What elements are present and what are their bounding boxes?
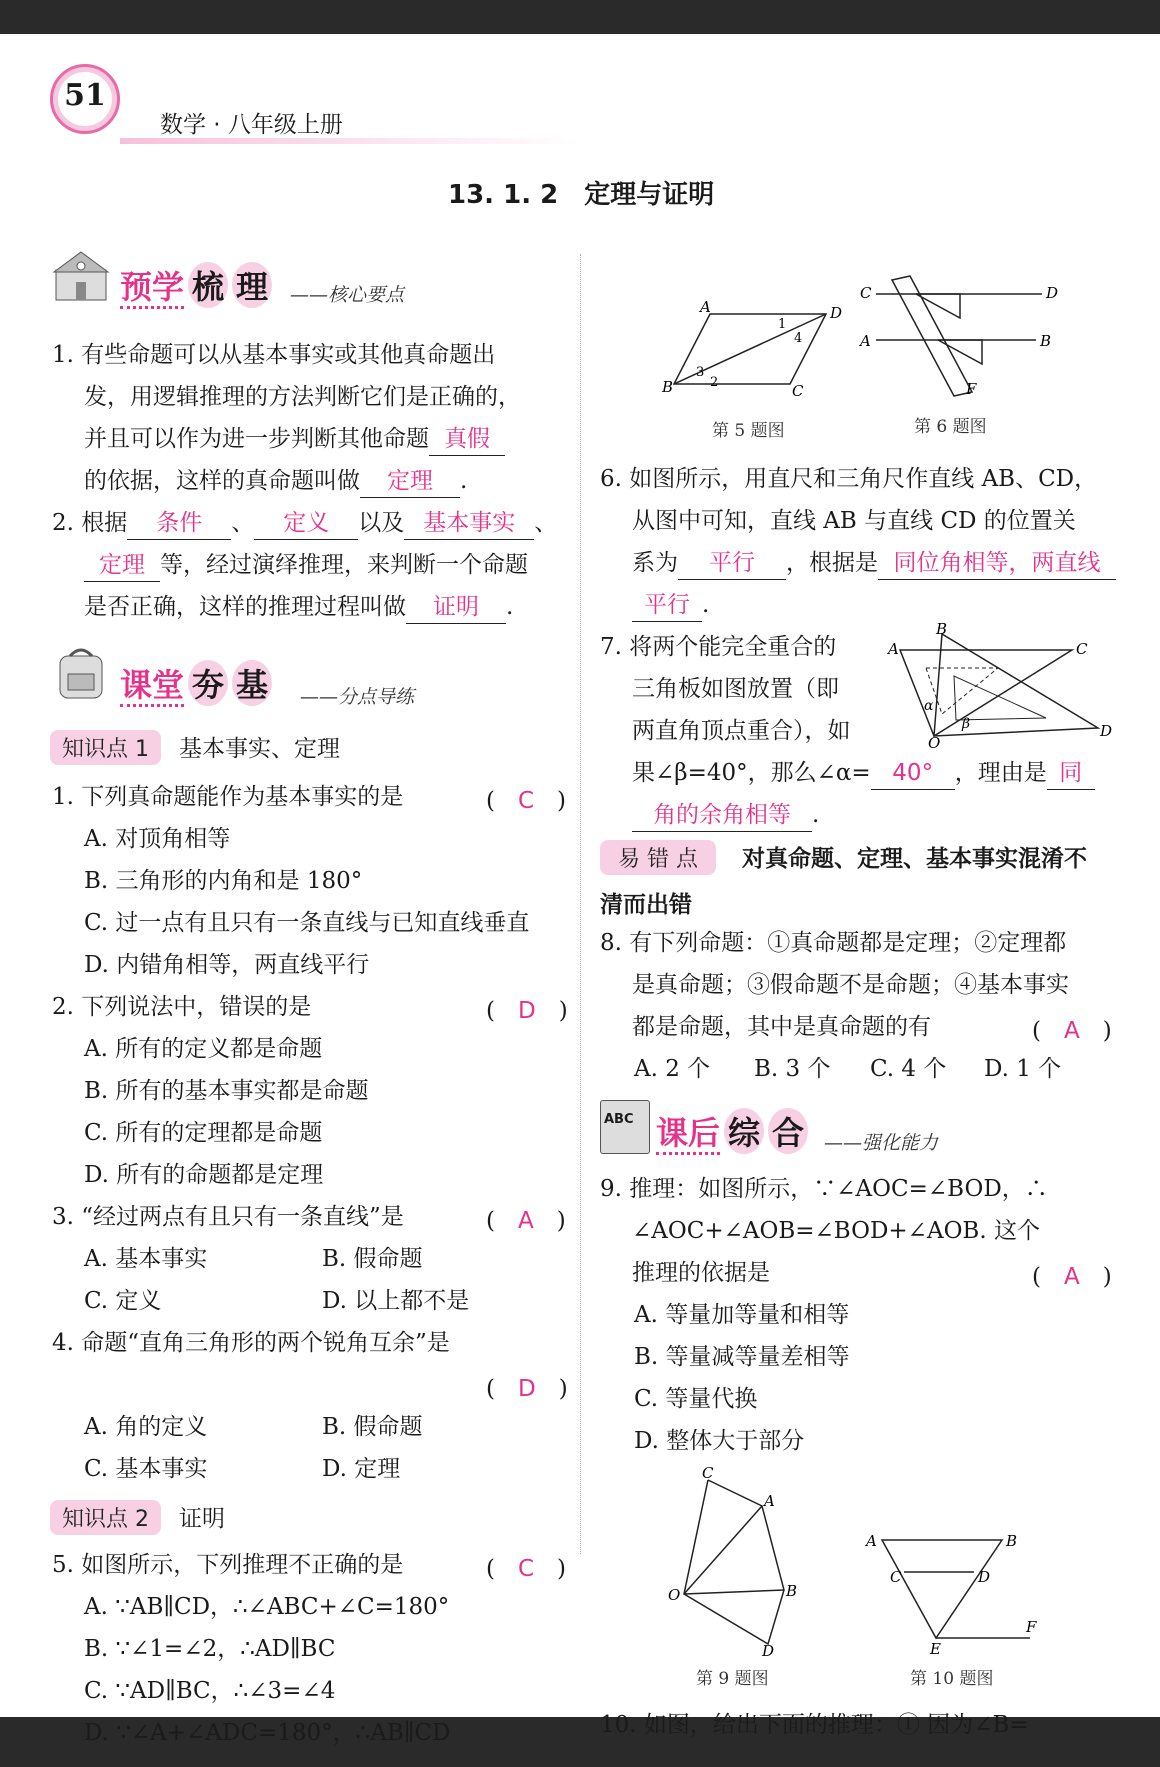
q6-answer2: 同位角相等，两直线 bbox=[878, 547, 1116, 580]
q4-stem: 4. 命题“直角三角形的两个锐角互余”是 bbox=[52, 1330, 450, 1356]
q2-answer: D bbox=[517, 998, 536, 1024]
q6-line1: 6. 如图所示，用直尺和三角尺作直线 AB、CD， bbox=[600, 466, 1098, 492]
preview-q1-line3 bbox=[84, 418, 505, 460]
q9-line2: ∠AOC+∠AOB=∠BOD+∠AOB. 这个 bbox=[632, 1218, 1040, 1244]
svg-text:B: B bbox=[936, 620, 948, 638]
q8-answer-paren: ( A ) bbox=[1032, 1018, 1112, 1044]
svg-text:C: C bbox=[860, 284, 872, 302]
preview-q2-answer1: 条件 bbox=[127, 507, 231, 540]
preview-q2-answer5: 证明 bbox=[406, 591, 506, 624]
page-number: 51 bbox=[64, 78, 106, 113]
q1-option-d: D. 内错角相等，两直线平行 bbox=[84, 952, 370, 978]
preview-q2-start: 2. 根据 bbox=[52, 510, 128, 536]
svg-text:2: 2 bbox=[710, 375, 719, 390]
svg-text:B: B bbox=[662, 378, 674, 396]
classroom-word1: 课堂 bbox=[120, 666, 184, 707]
svg-text:O: O bbox=[668, 1586, 681, 1604]
after-word1: 课后 bbox=[656, 1114, 720, 1155]
preview-q2-mid: 以及 bbox=[358, 510, 405, 536]
svg-text:D: D bbox=[1046, 284, 1059, 302]
q2-option-d: D. 所有的命题都是定理 bbox=[84, 1162, 324, 1188]
q9-line1: 9. 推理：如图所示，∵∠AOC=∠BOD，∴ bbox=[600, 1176, 1048, 1202]
book-icon bbox=[600, 1100, 650, 1154]
svg-text:B: B bbox=[786, 1582, 798, 1600]
kp1-badge: 知识点 1 bbox=[50, 730, 161, 765]
knowledge-point-2 bbox=[50, 1500, 225, 1535]
preview-q1-answer1: 真假 bbox=[429, 423, 505, 456]
preview-q1-line4-text: 的依据，这样的真命题叫做 bbox=[84, 468, 360, 494]
svg-text:A: A bbox=[700, 298, 711, 316]
q8-option-c: C. 4 个 bbox=[870, 1056, 947, 1082]
classroom-word3: 基 bbox=[232, 660, 272, 706]
q2-option-c: C. 所有的定理都是命题 bbox=[84, 1120, 323, 1146]
figure-10-caption: 第 10 题图 bbox=[910, 1669, 994, 1689]
q7-end: . bbox=[812, 802, 820, 828]
q7-answer2-part2: 角的余角相等 bbox=[632, 799, 812, 832]
q1-option-a: A. 对顶角相等 bbox=[84, 826, 231, 852]
q5-option-c: C. ∵AD∥BC，∴∠3=∠4 bbox=[84, 1678, 336, 1704]
preview-q2-line2-text: 等，经过演绎推理，来判断一个命题 bbox=[160, 552, 528, 578]
svg-text:C: C bbox=[1076, 640, 1088, 658]
q3-option-a: A. 基本事实 bbox=[84, 1246, 208, 1272]
q7-line2: 三角板如图放置（即 bbox=[632, 676, 839, 702]
preview-q1-end: . bbox=[460, 468, 468, 494]
q7-line4-pre: 果∠β=40°，那么∠α= bbox=[632, 760, 871, 786]
knowledge-point-1 bbox=[50, 730, 340, 765]
q2-answer-paren: ( D ) bbox=[486, 998, 568, 1024]
svg-text:4: 4 bbox=[794, 331, 803, 346]
column-divider bbox=[580, 254, 581, 1554]
preview-q2-sep1: 、 bbox=[231, 510, 255, 536]
preview-subtitle: ——核心要点 bbox=[290, 284, 405, 306]
q2-option-a: A. 所有的定义都是命题 bbox=[84, 1036, 323, 1062]
figure-7 bbox=[886, 620, 1113, 752]
preview-q1-line4 bbox=[84, 460, 467, 502]
preview-q2-line3 bbox=[84, 586, 513, 628]
preview-q1-line1: 1. 有些命题可以从基本事实或其他真命题出 bbox=[52, 342, 496, 368]
svg-text:β: β bbox=[962, 716, 971, 732]
preview-word1: 预学 bbox=[120, 268, 184, 309]
q1-stem: 1. 下列真命题能作为基本事实的是 bbox=[52, 784, 404, 810]
mistake-title-line2: 清而出错 bbox=[600, 892, 692, 918]
svg-text:E: E bbox=[930, 1640, 941, 1658]
figure-10 bbox=[862, 1530, 1042, 1658]
q6-line3-pre: 系为 bbox=[632, 550, 678, 576]
svg-text:D: D bbox=[830, 304, 843, 322]
q3-answer-paren: ( A ) bbox=[486, 1208, 566, 1234]
classroom-subtitle: ——分点导练 bbox=[300, 686, 415, 708]
q2-stem: 2. 下列说法中，错误的是 bbox=[52, 994, 312, 1020]
after-word2: 综 bbox=[724, 1108, 764, 1154]
svg-text:O: O bbox=[928, 734, 941, 752]
q5-stem: 5. 如图所示，下列推理不正确的是 bbox=[52, 1552, 404, 1578]
figure-5 bbox=[660, 284, 843, 404]
preview-q2-sep2: 、 bbox=[534, 510, 558, 536]
school-icon bbox=[52, 248, 110, 304]
kp1-title: 基本事实、定理 bbox=[179, 736, 340, 762]
svg-text:3: 3 bbox=[696, 365, 705, 380]
q9-answer: A bbox=[1063, 1264, 1080, 1290]
q9-option-a: A. 等量加等量和相等 bbox=[634, 1302, 850, 1328]
preview-q1-answer2: 定理 bbox=[360, 465, 460, 498]
q9-line3: 推理的依据是 bbox=[632, 1260, 770, 1286]
q8-line1: 8. 有下列命题：①真命题都是定理；②定理都 bbox=[600, 930, 1067, 956]
q6-line3 bbox=[632, 542, 1116, 584]
q8-option-b: B. 3 个 bbox=[754, 1056, 831, 1082]
figure-6-caption: 第 6 题图 bbox=[914, 417, 987, 437]
q7-line4-mid: ，理由是 bbox=[954, 760, 1047, 786]
figure-9-caption: 第 9 题图 bbox=[696, 1669, 769, 1689]
svg-text:D: D bbox=[978, 1568, 991, 1586]
figure-5-caption: 第 5 题图 bbox=[712, 421, 785, 441]
classroom-banner-title bbox=[120, 660, 272, 706]
svg-text:B: B bbox=[1006, 1532, 1018, 1550]
q6-line2: 从图中可知，直线 AB 与直线 CD 的位置关 bbox=[632, 508, 1076, 534]
q3-option-c: C. 定义 bbox=[84, 1288, 162, 1314]
kp2-title: 证明 bbox=[179, 1506, 225, 1532]
mistake-badge: 易 错 点 bbox=[600, 840, 716, 875]
backpack-icon bbox=[52, 644, 110, 702]
preview-q2-answer2: 定义 bbox=[254, 507, 358, 540]
svg-text:A: A bbox=[764, 1492, 775, 1510]
q4-answer: D bbox=[517, 1376, 536, 1402]
svg-text:F: F bbox=[966, 380, 977, 398]
q4-option-c: C. 基本事实 bbox=[84, 1456, 208, 1482]
q5-option-b: B. ∵∠1=∠2，∴AD∥BC bbox=[84, 1636, 336, 1662]
q9-option-d: D. 整体大于部分 bbox=[634, 1428, 805, 1454]
svg-text:D: D bbox=[762, 1642, 775, 1660]
svg-text:C: C bbox=[890, 1568, 902, 1586]
q1-answer: C bbox=[517, 788, 535, 814]
q1-option-b: B. 三角形的内角和是 180° bbox=[84, 868, 363, 894]
q3-option-b: B. 假命题 bbox=[322, 1246, 423, 1272]
svg-text:C: C bbox=[702, 1464, 714, 1482]
q1-answer-paren: ( C ) bbox=[486, 788, 567, 814]
q9-option-c: C. 等量代换 bbox=[634, 1386, 758, 1412]
preview-q2-answer3: 基本事实 bbox=[404, 507, 534, 540]
q4-option-a: A. 角的定义 bbox=[84, 1414, 208, 1440]
q9-answer-paren: ( A ) bbox=[1032, 1264, 1112, 1290]
book-icon-label: ABC bbox=[604, 1112, 634, 1127]
q3-stem: 3. “经过两点有且只有一条直线”是 bbox=[52, 1204, 404, 1230]
q6-answer3: 平行 bbox=[632, 589, 702, 622]
after-word3: 合 bbox=[768, 1108, 808, 1154]
preview-q2-end: . bbox=[506, 594, 514, 620]
q6-line3-mid: ，根据是 bbox=[786, 550, 878, 576]
q8-option-a: A. 2 个 bbox=[634, 1056, 711, 1082]
section-title: 13. 1. 2 定理与证明 bbox=[448, 180, 715, 210]
q6-line4 bbox=[632, 584, 709, 626]
q1-option-c: C. 过一点有且只有一条直线与已知直线垂直 bbox=[84, 910, 530, 936]
q3-option-d: D. 以上都不是 bbox=[322, 1288, 470, 1314]
q5-answer: C bbox=[517, 1556, 535, 1582]
kp2-badge: 知识点 2 bbox=[50, 1500, 161, 1535]
q7-line4 bbox=[632, 752, 1095, 794]
q2-option-b: B. 所有的基本事实都是命题 bbox=[84, 1078, 369, 1104]
q4-option-d: D. 定理 bbox=[322, 1456, 401, 1482]
q6-answer1: 平行 bbox=[678, 547, 786, 580]
svg-text:A: A bbox=[888, 640, 899, 658]
svg-text:D: D bbox=[1100, 722, 1113, 740]
q5-answer-paren: ( C ) bbox=[486, 1556, 567, 1582]
svg-text:C: C bbox=[792, 382, 804, 400]
figure-9 bbox=[664, 1464, 814, 1660]
q6-end: . bbox=[702, 592, 710, 618]
preview-banner-title bbox=[120, 262, 272, 308]
q8-option-d: D. 1 个 bbox=[984, 1056, 1062, 1082]
q7-answer1: 40° bbox=[871, 757, 955, 790]
q7-line5 bbox=[632, 794, 819, 836]
textbook-page bbox=[0, 34, 1160, 1746]
q4-option-b: B. 假命题 bbox=[322, 1414, 423, 1440]
after-banner-title bbox=[656, 1108, 808, 1154]
q10-line1: 10. 如图，给出下面的推理：① 因为∠B= bbox=[600, 1712, 1029, 1738]
q7-answer2-part1: 同 bbox=[1047, 757, 1095, 790]
q8-line2: 是真命题；③假命题不是命题；④基本事实 bbox=[632, 972, 1069, 998]
preview-word2: 梳 bbox=[188, 262, 228, 308]
preview-q2-answer4: 定理 bbox=[84, 549, 160, 582]
q5-option-a: A. ∵AB∥CD，∴∠ABC+∠C=180° bbox=[84, 1594, 450, 1620]
q7-line3: 两直角顶点重合），如 bbox=[632, 718, 851, 744]
q3-answer: A bbox=[517, 1208, 534, 1234]
q4-answer-paren: ( D ) bbox=[486, 1376, 568, 1402]
figure-6 bbox=[856, 274, 1059, 404]
preview-q2-line2 bbox=[84, 544, 528, 586]
preview-q1-line2: 发，用逻辑推理的方法判断它们是正确的， bbox=[84, 384, 521, 410]
q9-option-b: B. 等量减等量差相等 bbox=[634, 1344, 850, 1370]
book-title: 数学 · 八年级上册 bbox=[160, 112, 343, 138]
after-subtitle: ——强化能力 bbox=[824, 1132, 939, 1154]
classroom-word2: 夯 bbox=[188, 660, 228, 706]
svg-text:α: α bbox=[924, 698, 934, 714]
preview-q2-line1 bbox=[52, 502, 557, 544]
svg-text:F: F bbox=[1026, 1618, 1037, 1636]
mistake-title-line1: 对真命题、定理、基本事实混淆不 bbox=[742, 846, 1087, 872]
q5-option-d: D. ∵∠A+∠ADC=180°，∴AB∥CD bbox=[84, 1720, 451, 1746]
svg-text:A: A bbox=[866, 1532, 877, 1550]
svg-text:A: A bbox=[860, 332, 871, 350]
preview-q1-line3-text: 并且可以作为进一步判断其他命题 bbox=[84, 426, 429, 452]
preview-q2-line3-text: 是否正确，这样的推理过程叫做 bbox=[84, 594, 406, 620]
mistake-point bbox=[600, 840, 1087, 875]
preview-word3: 理 bbox=[232, 262, 272, 308]
q8-line3: 都是命题，其中是真命题的有 bbox=[632, 1014, 931, 1040]
q8-answer: A bbox=[1063, 1018, 1080, 1044]
q7-line1: 7. 将两个能完全重合的 bbox=[600, 634, 837, 660]
svg-text:B: B bbox=[1040, 332, 1052, 350]
svg-text:1: 1 bbox=[778, 317, 787, 332]
